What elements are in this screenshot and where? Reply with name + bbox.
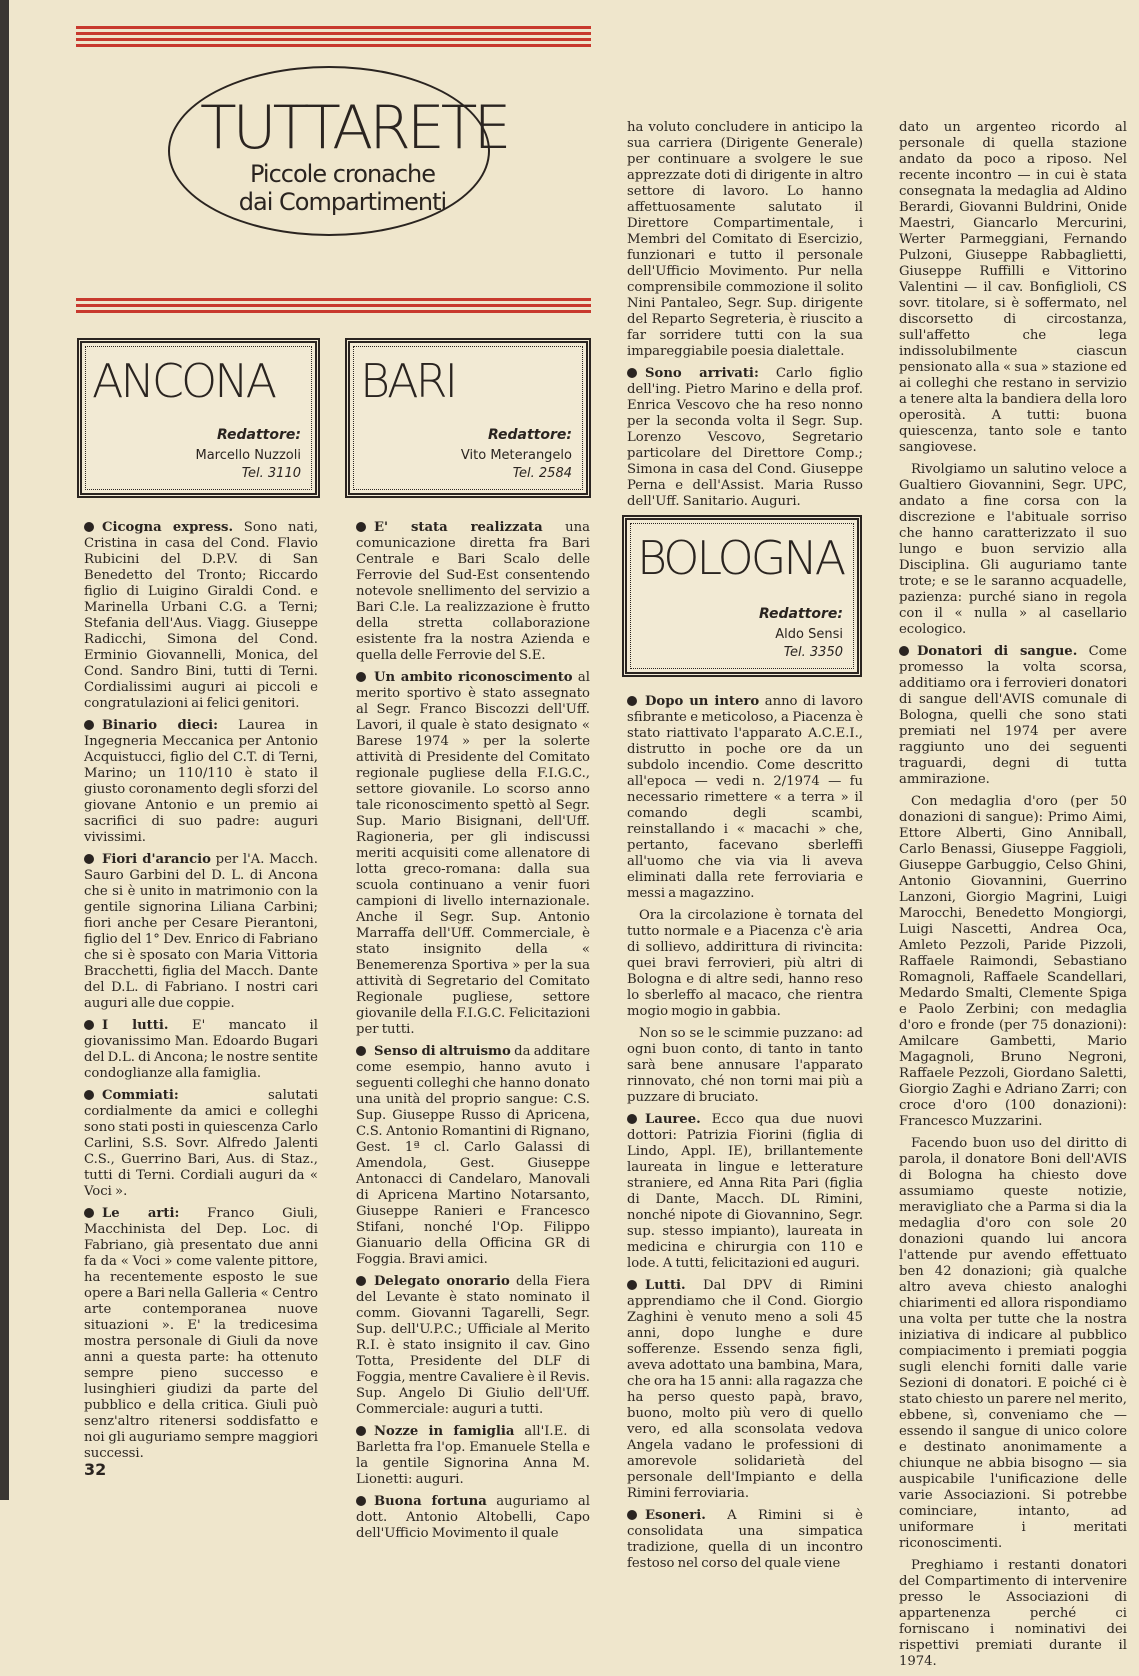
item-paragraph: Ora la circolazione è tornata del tutto normale e a Piacenza c'è aria di sollievo, addirittura di rivincita: quei bravi ferrovieri, più altri di Bologna e di altre sedi, hanno reso lo sberleffo al macaco, che rientra mogio mogio in gabbia. [627,908,863,1019]
bullet-icon [627,1510,637,1520]
item-paragraph: Donatori di sangue. Come promesso la volta scorsa, additiamo ora i ferrovieri donatori di sangue dell'AVIS comunale di Bologna, quelli che sono stati premiati nel 1974 per avere raggiunto uno dei seguenti traguardi, degni di tutta ammirazione. [899,644,1127,787]
bari-redattore-label: Redattore: [487,427,572,443]
subtitle-line-1: Piccole cronache [249,160,436,188]
item-paragraph: Un ambito riconoscimento al merito sportivo è stato assegnato al Segr. Franco Biscozzi dell'Uff. Lavori, il quale è stato designato « Barese 1974 » per la solerte attività di Presidente del Comitato regionale pugliese della F.I.G.C., settore giovanile. Lo scorso anno tale riconoscimento spettò al Segr. Sup. Mario Bisignani, dell'Uff. Ragioneria, per gli indiscussi meriti acquisiti come allenatore di lotta greco-romana: dalla sua scuola continuano a venir fuori campioni di livello internazionale. Anche il Segr. Sup. Antonio Marraffa dell'Uff. Commerciale, è stato insignito della « Benemerenza Sportiva » per la sua attività di Segretario del Comitato Regionale pugliese, settore giovanile della F.I.G.C. Felicitazioni per tutti. [356,670,590,1037]
item-paragraph: Commiati: salutati cordialmente da amici e colleghi sono stati posti in quiescenza Carlo Carlini, S.S. Sovr. Alfredo Jalenti C.S., Guerrino Bari, Aus. di Staz., tutti di Terni. Cordiali auguri da « Voci ». [84,1088,318,1199]
section-title: TUTTARETE [200,93,508,163]
column-ancona [84,520,318,1468]
bologna-editor: Aldo Sensi [775,627,843,642]
bullet-icon [84,522,94,532]
ancona-redattore-label: Redattore: [216,427,301,443]
item-paragraph: Esoneri. A Rimini si è consolidata una simpatica tradizione, quella di un incontro festoso nel corso del quale viene [627,1508,863,1571]
column-bari [356,520,590,1548]
bullet-icon [627,368,637,378]
item-paragraph: Non so se le scimmie puzzano: ad ogni buon conto, di tanto in tanto sarà bene annusare l'apparato rinnovato, ché non torni mai più a puzzare di bruciato. [627,1026,863,1105]
item-paragraph: Senso di altruismo da additare come esempio, hanno avuto i seguenti colleghi che hanno donato una unità del proprio sangue: C.S. Sup. Giuseppe Russo di Apricena, C.S. Antonio Romantini di Rignano, Gest. 1ª cl. Carlo Galassi di Amendola, Gest. Giuseppe Antonacci di Candelaro, Manovali di Apricena Martino Notarsanto, Giuseppe Ranieri e Francesco Stifani, nonché l'Op. Filippo Gianuario della Officina GR di Foggia. Bravi amici. [356,1044,590,1267]
bullet-icon [899,646,909,656]
column-bari-continued [627,120,863,516]
section-subtitle [200,160,485,216]
subtitle-line-2: dai Compartimenti [238,188,447,216]
bullet-icon [356,672,366,682]
bullet-icon [84,1090,94,1100]
item-paragraph: dato un argenteo ricordo al personale di quella stazione andato da poco a riposo. Nel recente incontro — in cui è stata consegnata la medaglia ad Aldino Berardi, Giovanni Buldrini, Onide Maestri, Giancarlo Mercurini, Werter Parmeggiani, Fernando Pulzoni, Giuseppe Rabbaglietti, Giuseppe Ruffilli e Vittorino Valentini — il cav. Bonfiglioli, CS sovr. titolare, si è soffermato, nel discorsetto di circostanza, sull'affetto che lega indissolubilmente ciascun pensionato alla « sua » stazione ed ai colleghi che restano in servizio a tenere alta la bandiera della loro operosità. A tutti: buona quiescenza, tanto sole e tanto sangiovese. [899,120,1127,455]
item-paragraph: Rivolgiamo un salutino veloce a Gualtiero Giovannini, Segr. UPC, andato a fine corsa con la discrezione e l'abituale sorriso che hanno caratterizzato il suo lungo e buon servizio alla Disciplina. Gli auguriamo tante trote; e se le saranno acquadelle, pazienza: purché siano in regola con il « nulla » al casellario ecologico. [899,462,1127,637]
bologna-redattore-label: Redattore: [758,606,843,622]
bari-editor: Vito Meterangelo [460,448,572,463]
page-number: 32 [84,1460,107,1479]
bari-name: BARI [360,354,456,408]
item-paragraph: Delegato onorario della Fiera del Levante è stato nominato il comm. Giovanni Tagarelli, Segr. Sup. dell'U.P.C.; Ufficiale al Merito R.I. è stato insignito il cav. Gino Totta, Presidente del DLF di Foggia, mentre Cavaliere è il Revis. Sup. Angelo Di Giulio dell'Uff. Commerciale: auguri a tutti. [356,1274,590,1417]
bari-tel: Tel. 2584 [512,466,572,481]
bologna-name: BOLOGNA [637,531,844,585]
item-paragraph: Con medaglia d'oro (per 50 donazioni di sangue): Primo Aimi, Ettore Alberti, Gino Anniball, Carlo Benassi, Giuseppe Faggioli, Giuseppe Garbuggio, Celso Ghini, Antonio Giovannini, Guerrino Lanzoni, Giorgio Magrini, Luigi Marocchi, Benedetto Mongiorgi, Luigi Nascetti, Andrea Oca, Amleto Pezzoli, Paride Pizzoli, Raffaele Raimondi, Sebastiano Romagnoli, Raffaele Scandellari, Medardo Smalti, Clemente Spiga e Paolo Zerbini; con medaglia d'oro e fronde (per 75 donazioni): Amilcare Gambetti, Mario Magagnoli, Bruno Negroni, Raffaele Pezzoli, Giordano Saletti, Giorgio Zaghi e Adriano Zarri; con croce d'oro (100 donazioni): Francesco Muzzarini. [899,794,1127,1129]
ancona-tel: Tel. 3110 [241,466,301,481]
bullet-icon [84,1020,94,1030]
column-bologna [627,694,863,1578]
bullet-icon [84,720,94,730]
item-paragraph: Nozze in famiglia all'I.E. di Barletta fra l'op. Emanuele Stella e la gentile Signorina Anna M. Lionetti: auguri. [356,1424,590,1487]
item-paragraph: Cicogna express. Sono nati, Cristina in casa del Cond. Flavio Rubicini del D.P.V. di San Benedetto del Tronto; Riccardo figlio di Luigino Giraldi Cond. e Marinella Urbani C.G. a Terni; Stefania dell'Aus. Viagg. Giuseppe Radicchi, Simona del Cond. Erminio Giovannelli, Monica, del Cond. Sandro Bini, tutti di Terni. Cordialissimi auguri ai piccoli e congratulazioni ai felici genitori. [84,520,319,711]
column-bologna-continued [899,120,1127,1676]
bullet-icon [356,1276,366,1286]
bullet-icon [356,1046,366,1056]
page-spine [0,0,9,1500]
item-paragraph: Lutti. Dal DPV di Rimini apprendiamo che il Cond. Giorgio Zaghini è venuto meno a soli 45 anni, dopo lunghe e dure sofferenze. Essendo senza figli, aveva adottato una bambina, Mara, che ora ha 15 anni: alla ragazza che ha perso questo papà, bravo, buono, molto più vero di quello vero, ed alla sconsolata vedova Angela vadano le professioni di amorevole solidarietà del personale dell'Impianto e della Rimini ferroviaria. [627,1278,863,1501]
bullet-icon [356,522,366,532]
header-bottom-rule [76,298,591,316]
bullet-icon [627,1114,637,1124]
item-paragraph: Le arti: Franco Giuli, Macchinista del Dep. Loc. di Fabriano, già presentato due anni fa da « Voci » come valente pittore, ha recentemente esposto le sue opere a Bari nella Galleria « Centro arte contemporanea nuove situazioni ». E' la tredicesima mostra personale di Giuli da nove anni a questa parte: ha ottenuto sempre pieno successo e lusinghieri giudizi da parte del pubblico e della critica. Giuli può senz'altro ritenersi soddisfatto e noi gli auguriamo sempre maggiori successi. [84,1206,318,1461]
item-paragraph: Dopo un intero anno di lavoro sfibrante e meticoloso, a Piacenza è stato riattivato l'apparato A.C.E.I., distrutto in poche ore da un subdolo incendio. Come descritto all'epoca — vedi n. 2/1974 — fu necessario rimettere « a terra » il comando degli scambi, reinstallando i « macachi » che, pertanto, facevano sberleffi all'uomo che via via li aveva eliminati dalla rete ferroviaria e messi a magazzino. [627,694,863,901]
item-paragraph: I lutti. E' mancato il giovanissimo Man. Edoardo Bugari del D.L. di Ancona; le nostre sentite condoglianze alla famiglia. [84,1018,318,1081]
ancona-name: ANCONA [92,354,275,408]
bullet-icon [627,696,637,706]
item-paragraph: Facendo buon uso del diritto di parola, il donatore Boni dell'AVIS di Bologna ha chiesto dove assumiamo queste notizie, meravigliato che a Parma si dia la medaglia d'oro con sole 20 donazioni quando lui ancora l'attende pur avendo effettuato ben 42 donazioni; già qualche altro aveva chiesto analoghi chiarimenti ed allora rispondiamo una volta per tutte che la nostra iniziativa di indicare al pubblico compiacimento i premiati poggia sugli elenchi forniti dalle varie Sezioni di donatori. E poiché ci è stato chiesto un parere nel merito, ebbene, sì, conveniamo che — essendo il sangue di unico colore e destinato anonimamente a chiunque ne abbia bisogno — sia auspicabile l'unificazione delle varie Associazioni. Si potrebbe cominciare, intanto, ad uniformare i meritati riconoscimenti. [899,1136,1127,1551]
item-paragraph: Sono arrivati: Carlo figlio dell'ing. Pietro Marino e della prof. Enrica Vescovo che ha reso nonno per la seconda volta il Segr. Sup. Lorenzo Vescovo, Segretario particolare del Direttore Comp.; Simona in casa del Cond. Giuseppe Perna e dell'Assist. Maria Russo dell'Uff. Sanitario. Auguri. [627,366,863,509]
item-paragraph: Lauree. Ecco qua due nuovi dottori: Patrizia Fiorini (figlia di Lindo, Appl. IE), brillantemente laureata in lingue e letterature straniere, ed Anna Rita Pari (figlia di Dante, Macch. DL Rimini, nonché nipote di Giovannino, Segr. sup. stesso impianto), laureata in medicina e chirurgia con 110 e lode. A tutti, felicitazioni ed auguri. [627,1112,863,1271]
ancona-box [77,338,320,498]
item-paragraph: E' stata realizzata una comunicazione diretta fra Bari Centrale e Bari Scalo delle Ferrovie del Sud-Est consentendo notevole snellimento del servizio a Bari C.le. La realizzazione è frutto della stretta collaborazione esistente fra la nostra Azienda e quella delle Ferrovie del S.E. [356,520,591,663]
item-paragraph: Buona fortuna auguriamo al dott. Antonio Altobelli, Capo dell'Ufficio Movimento il quale [356,1494,590,1541]
bullet-icon [356,1496,366,1506]
item-paragraph: Binario dieci: Laurea in Ingegneria Meccanica per Antonio Acquistucci, figlio del C.T. di Terni, Marino; un 110/110 è stato il giusto coronamento degli sforzi del giovane Antonio e un premio ai sacrifici di suo padre: auguri vivissimi. [84,718,318,845]
item-paragraph: ha voluto concludere in anticipo la sua carriera (Dirigente Generale) per continuare a svolgere le sue apprezzate doti di dirigente in altro settore di lavoro. Lo hanno affettuosamente salutato il Direttore Compartimentale, i Membri del Comitato di Esercizio, funzionari e tutto il personale dell'Ufficio Movimento. Pur nella comprensibile commozione il solito Nini Pantaleo, Segr. Sup. dirigente del Reparto Segreteria, è riuscito a far sorridere tutti con la sua impareggiabile poesia dialettale. [627,120,863,359]
bologna-box [622,515,862,677]
bullet-icon [356,1426,366,1436]
bullet-icon [627,1280,637,1290]
ancona-editor: Marcello Nuzzoli [195,448,301,463]
bullet-icon [84,854,94,864]
item-paragraph: Fiori d'arancio per l'A. Macch. Sauro Garbini del D. L. di Ancona che si è unito in matrimonio con la gentile signorina Liliana Carbini; fiori anche per Cesare Pierantoni, figlio del 1° Dev. Enrico di Fabriano che si è sposato con Maria Vittoria Bracchetti, figlia del Macch. Dante del D.L. di Fabriano. I nostri cari auguri alle due coppie. [84,852,318,1011]
item-paragraph: Preghiamo i restanti donatori del Compartimento di intervenire presso le Associazioni di appartenenza perché ci forniscano i nominativi dei rispettivi premiati durante il 1974. [899,1558,1127,1669]
bologna-tel: Tel. 3350 [783,645,843,660]
top-rule [76,26,591,50]
bari-box [345,338,591,498]
bullet-icon [84,1208,94,1218]
